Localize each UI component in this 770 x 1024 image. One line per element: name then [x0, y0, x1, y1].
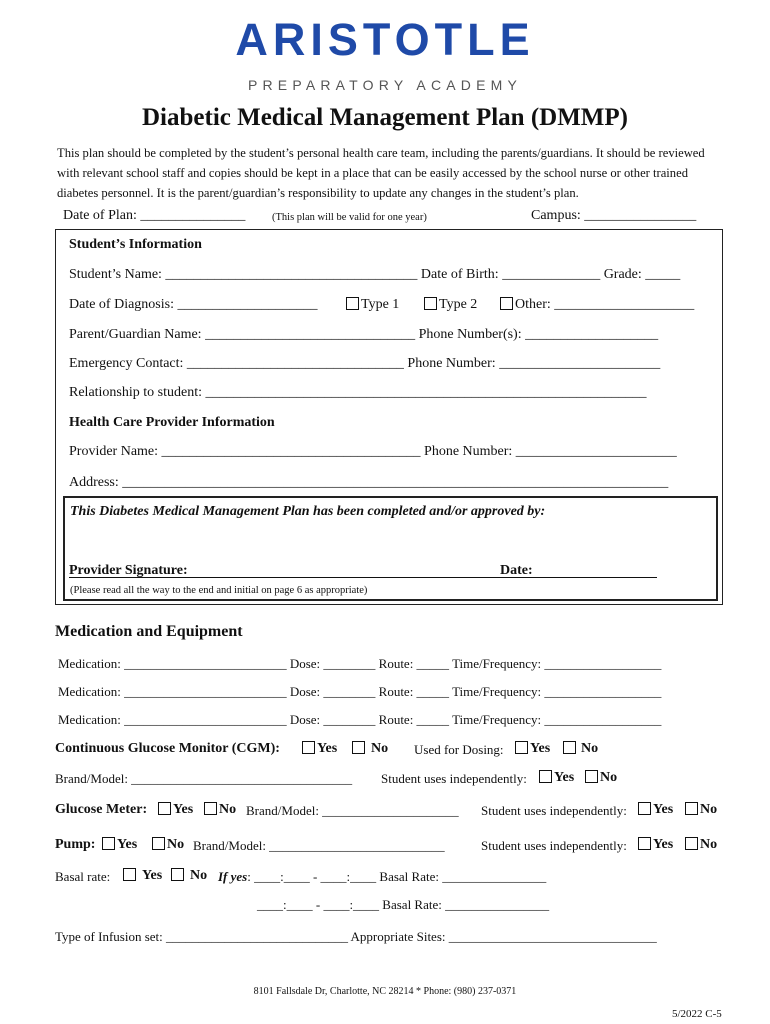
dosing-no-option[interactable] [563, 741, 598, 757]
meter-no-checkbox[interactable] [204, 802, 217, 815]
pump-ind-yes-option[interactable] [638, 837, 673, 853]
meter-yes-label: Yes [173, 802, 194, 817]
initial-note: (Please read all the way to the end and initial on page 6 as appropriate) [70, 585, 368, 596]
meter-no-option[interactable] [204, 802, 236, 818]
cgm-yes-label: Yes [317, 741, 338, 756]
meter-ind-no-option[interactable] [685, 802, 717, 818]
type2-label: Type 2 [439, 297, 478, 312]
basal-yes-checkbox[interactable] [123, 868, 136, 881]
cgm-no-checkbox[interactable] [352, 741, 365, 754]
school-sublogo: PREPARATORY ACADEMY [247, 77, 523, 93]
cgm-ind-yes-checkbox[interactable] [539, 770, 552, 783]
cgm-brand-field[interactable]: Brand/Model: __________________________________ [55, 771, 353, 786]
if-yes-label: If yes [218, 869, 248, 884]
dosing-yes-label: Yes [530, 741, 551, 756]
valid-note: (This plan will be valid for one year) [272, 212, 427, 223]
address-field[interactable]: Address: ______________________________________________________________________________ [69, 475, 669, 490]
basal-time-1[interactable]: : ____:____ - ____:____ Basal Rate: ________________ [247, 869, 547, 884]
basal-no-option[interactable] [171, 868, 207, 884]
intro-paragraph: This plan should be completed by the student’s personal health care team, including the parents/guardians. It should be reviewed with relevant school staff and copies should be kept in a place that can be easily accessed by the school nurse or other trained diabetes personnel. It is the parent/guardian’s responsibility to update any changes in the student’s plan. [57, 146, 705, 200]
page-title: Diabetic Medical Management Plan (DMMP) [142, 104, 628, 131]
used-for-dosing-label: Used for Dosing: [414, 742, 504, 757]
pump-ind-no-option[interactable] [685, 837, 717, 853]
provider-info-heading: Health Care Provider Information [69, 415, 275, 430]
pump-ind-yes-checkbox[interactable] [638, 837, 651, 850]
approval-text: This Diabetes Medical Management Plan has been completed and/or approved by: [70, 504, 546, 519]
medication-row-3[interactable]: Medication: _________________________ Dose: ________ Route: _____ Time/Frequency: __________________ [58, 712, 662, 727]
provider-signature-line[interactable] [69, 577, 657, 578]
other-label[interactable]: Other: ____________________ [515, 297, 695, 312]
cgm-ind-no-checkbox[interactable] [585, 770, 598, 783]
pump-yes-label: Yes [117, 837, 138, 852]
meter-ind-no-label: No [700, 802, 718, 817]
parent-guardian-field[interactable]: Parent/Guardian Name: ______________________________ Phone Number(s): ___________________ [69, 327, 659, 342]
student-info-heading: Student’s Information [69, 237, 202, 252]
pump-independent-label: Student uses independently: [481, 838, 627, 853]
campus-field[interactable]: Campus: ________________ [531, 208, 697, 223]
basal-rate-label: Basal rate: [55, 869, 111, 884]
meter-ind-yes-option[interactable] [638, 802, 673, 818]
cgm-yes-option[interactable] [302, 741, 337, 757]
provider-signature-label: Provider Signature: [69, 563, 188, 578]
dosing-yes-option[interactable] [515, 741, 550, 757]
basal-time-row-1[interactable] [218, 869, 546, 885]
type2-option[interactable] [424, 297, 477, 313]
pump-ind-no-checkbox[interactable] [685, 837, 698, 850]
meter-ind-yes-label: Yes [653, 802, 674, 817]
basal-time-row-2[interactable]: ____:____ - ____:____ Basal Rate: ________________ [257, 897, 550, 912]
basal-no-label: No [190, 868, 208, 883]
type1-option[interactable] [346, 297, 399, 313]
basal-yes-label: Yes [142, 868, 163, 883]
emergency-contact-field[interactable]: Emergency Contact: _______________________________ Phone Number: _______________________ [69, 356, 661, 371]
dosing-no-checkbox[interactable] [563, 741, 576, 754]
cgm-no-option[interactable] [352, 741, 388, 757]
medication-row-1[interactable]: Medication: _________________________ Dose: ________ Route: _____ Time/Frequency: __________________ [58, 656, 662, 671]
diagnosis-date-field[interactable]: Date of Diagnosis: ____________________ [69, 297, 318, 312]
pump-yes-option[interactable] [102, 837, 137, 853]
signature-date-label: Date: [500, 563, 533, 578]
cgm-independent-label: Student uses independently: [381, 771, 527, 786]
medication-heading: Medication and Equipment [55, 623, 243, 640]
pump-ind-yes-label: Yes [653, 837, 674, 852]
medication-row-2[interactable]: Medication: _________________________ Dose: ________ Route: _____ Time/Frequency: __________________ [58, 684, 662, 699]
meter-yes-checkbox[interactable] [158, 802, 171, 815]
cgm-ind-no-option[interactable] [585, 770, 617, 786]
type2-checkbox[interactable] [424, 297, 437, 310]
cgm-no-label: No [371, 741, 389, 756]
cgm-ind-no-label: No [600, 770, 618, 785]
pump-label: Pump: [55, 837, 96, 852]
meter-ind-no-checkbox[interactable] [685, 802, 698, 815]
type1-checkbox[interactable] [346, 297, 359, 310]
cgm-yes-checkbox[interactable] [302, 741, 315, 754]
pump-no-option[interactable] [152, 837, 184, 853]
footer-code: 5/2022 C-5 [672, 1008, 722, 1020]
footer-address: 8101 Fallsdale Dr, Charlotte, NC 28214 * Phone: (980) 237-0371 [253, 986, 517, 997]
dosing-yes-checkbox[interactable] [515, 741, 528, 754]
meter-yes-option[interactable] [158, 802, 193, 818]
pump-ind-no-label: No [700, 837, 718, 852]
basal-no-checkbox[interactable] [171, 868, 184, 881]
infusion-set-field[interactable]: Type of Infusion set: ____________________________ Appropriate Sites: ________________________________ [55, 929, 657, 944]
school-logo: ARISTOTLE [235, 14, 535, 65]
meter-brand-field[interactable]: Brand/Model: _____________________ [246, 803, 459, 818]
glucose-meter-label: Glucose Meter: [55, 802, 148, 817]
pump-no-checkbox[interactable] [152, 837, 165, 850]
meter-ind-yes-checkbox[interactable] [638, 802, 651, 815]
basal-yes-option[interactable] [123, 868, 162, 884]
type1-label: Type 1 [361, 297, 400, 312]
pump-yes-checkbox[interactable] [102, 837, 115, 850]
other-checkbox[interactable] [500, 297, 513, 310]
pump-no-label: No [167, 837, 185, 852]
cgm-ind-yes-option[interactable] [539, 770, 574, 786]
pump-brand-field[interactable]: Brand/Model: ___________________________ [193, 838, 445, 853]
meter-no-label: No [219, 802, 237, 817]
student-name-field[interactable]: Student’s Name: ____________________________________ Date of Birth: ______________ Grade: _____ [69, 267, 681, 282]
cgm-ind-yes-label: Yes [554, 770, 575, 785]
meter-independent-label: Student uses independently: [481, 803, 627, 818]
date-of-plan-field[interactable]: Date of Plan: _______________ [63, 208, 246, 223]
cgm-label: Continuous Glucose Monitor (CGM): [55, 741, 280, 756]
dosing-no-label: No [581, 741, 599, 756]
relationship-field[interactable]: Relationship to student: _______________________________________________________________ [69, 385, 647, 400]
other-option[interactable] [500, 297, 694, 313]
provider-name-field[interactable]: Provider Name: _____________________________________ Phone Number: _______________________ [69, 444, 677, 459]
